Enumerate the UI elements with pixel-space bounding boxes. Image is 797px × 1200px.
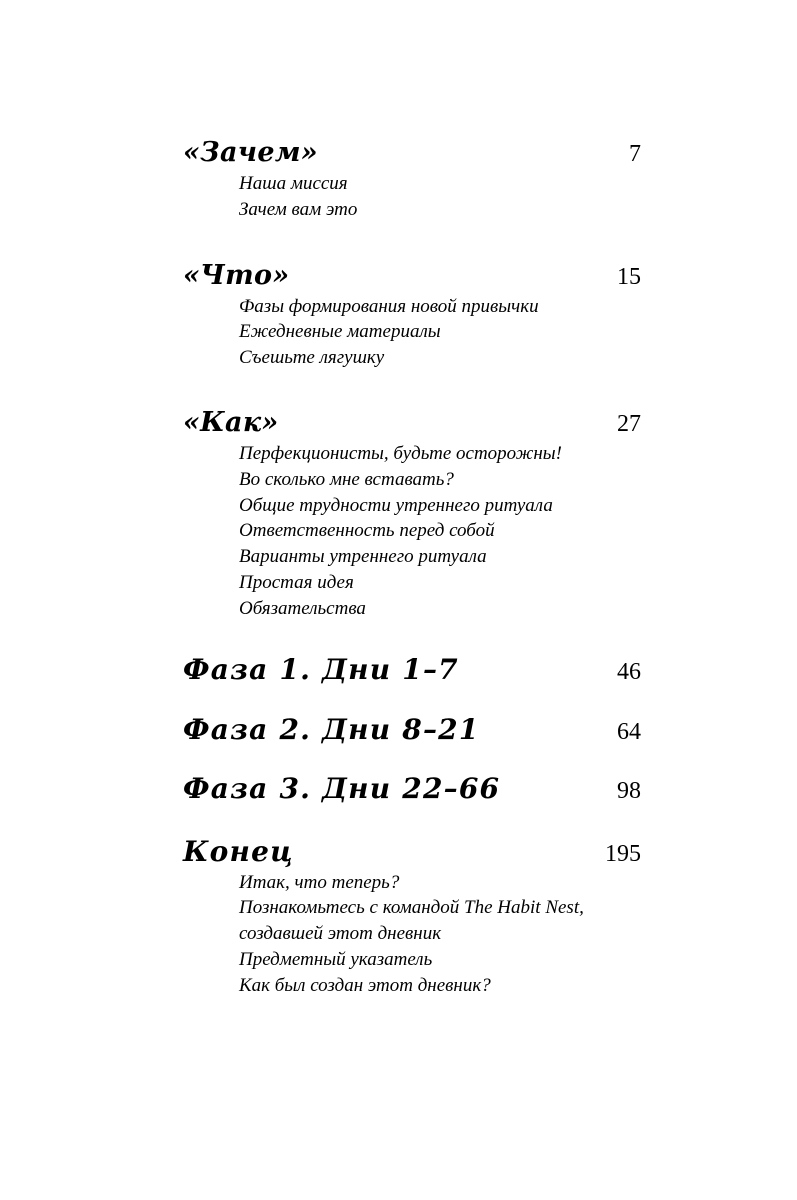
- section-title: Фаза 1. Дни 1–7: [183, 652, 459, 686]
- section-title: «Что»: [183, 259, 290, 291]
- subsection-list: [183, 441, 641, 622]
- subsection-item[interactable]: Наша миссия: [239, 173, 348, 194]
- subsection-item[interactable]: Итак, что теперь?: [239, 871, 400, 893]
- subsection-list: [183, 171, 641, 223]
- subsection-item[interactable]: Варианты утреннего ритуала: [239, 546, 487, 568]
- page-number: 46: [617, 658, 641, 685]
- toc-section-header[interactable]: [183, 650, 641, 690]
- subsection-item-continuation[interactable]: создавшей этот дневник: [239, 923, 442, 945]
- subsection-item[interactable]: Предметный указатель: [239, 948, 433, 970]
- subsection-item[interactable]: Зачем вам это: [239, 198, 358, 220]
- toc-section-phase-3: [183, 769, 641, 809]
- toc-section-header[interactable]: [183, 710, 641, 750]
- page-number: 195: [605, 840, 641, 867]
- page-number: 98: [617, 777, 641, 804]
- subsection-item[interactable]: Во сколько мне вставать?: [239, 468, 454, 490]
- subsection-item[interactable]: Обязательства: [239, 597, 366, 619]
- toc-section-header[interactable]: [183, 832, 641, 872]
- toc-section-header[interactable]: [183, 403, 641, 443]
- section-title: «Как»: [183, 406, 279, 438]
- subsection-item[interactable]: Фазы формирования новой привычки: [239, 295, 539, 317]
- toc-section-header[interactable]: [183, 769, 641, 809]
- subsection-item[interactable]: Ежедневные материалы: [239, 321, 441, 343]
- toc-section-header[interactable]: [183, 256, 641, 296]
- toc-section-end: [183, 832, 641, 999]
- section-title: Конец: [183, 834, 294, 868]
- page-number: 7: [629, 141, 641, 167]
- subsection-item[interactable]: Перфекционисты, будьте осторожны!: [239, 442, 562, 464]
- toc-section-how: [183, 403, 641, 622]
- subsection-item[interactable]: Как был создан этот дневник?: [239, 974, 491, 996]
- subsection-item[interactable]: Съешьте лягушку: [239, 347, 385, 369]
- page-number: 27: [617, 410, 641, 437]
- subsection-item[interactable]: Ответственность перед собой: [239, 520, 495, 542]
- toc-section-phase-2: [183, 710, 641, 750]
- page-number: 64: [617, 718, 641, 745]
- toc-section-phase-1: [183, 650, 641, 690]
- section-title: Фаза 2. Дни 8–21: [183, 712, 480, 746]
- page-number: 15: [617, 263, 641, 290]
- toc-section-why: [183, 133, 641, 223]
- subsection-item[interactable]: Простая идея: [239, 571, 354, 593]
- section-title: «Зачем»: [183, 137, 318, 168]
- subsection-list: [183, 870, 641, 999]
- subsection-item[interactable]: Познакомьтесь с командой The Habit Nest,: [239, 897, 584, 919]
- toc-section-header[interactable]: [183, 133, 641, 173]
- toc-section-what: [183, 256, 641, 371]
- section-title: Фаза 3. Дни 22–66: [183, 771, 501, 805]
- subsection-item[interactable]: Общие трудности утреннего ритуала: [239, 494, 553, 516]
- subsection-list: [183, 294, 641, 371]
- table-of-contents: [183, 133, 641, 999]
